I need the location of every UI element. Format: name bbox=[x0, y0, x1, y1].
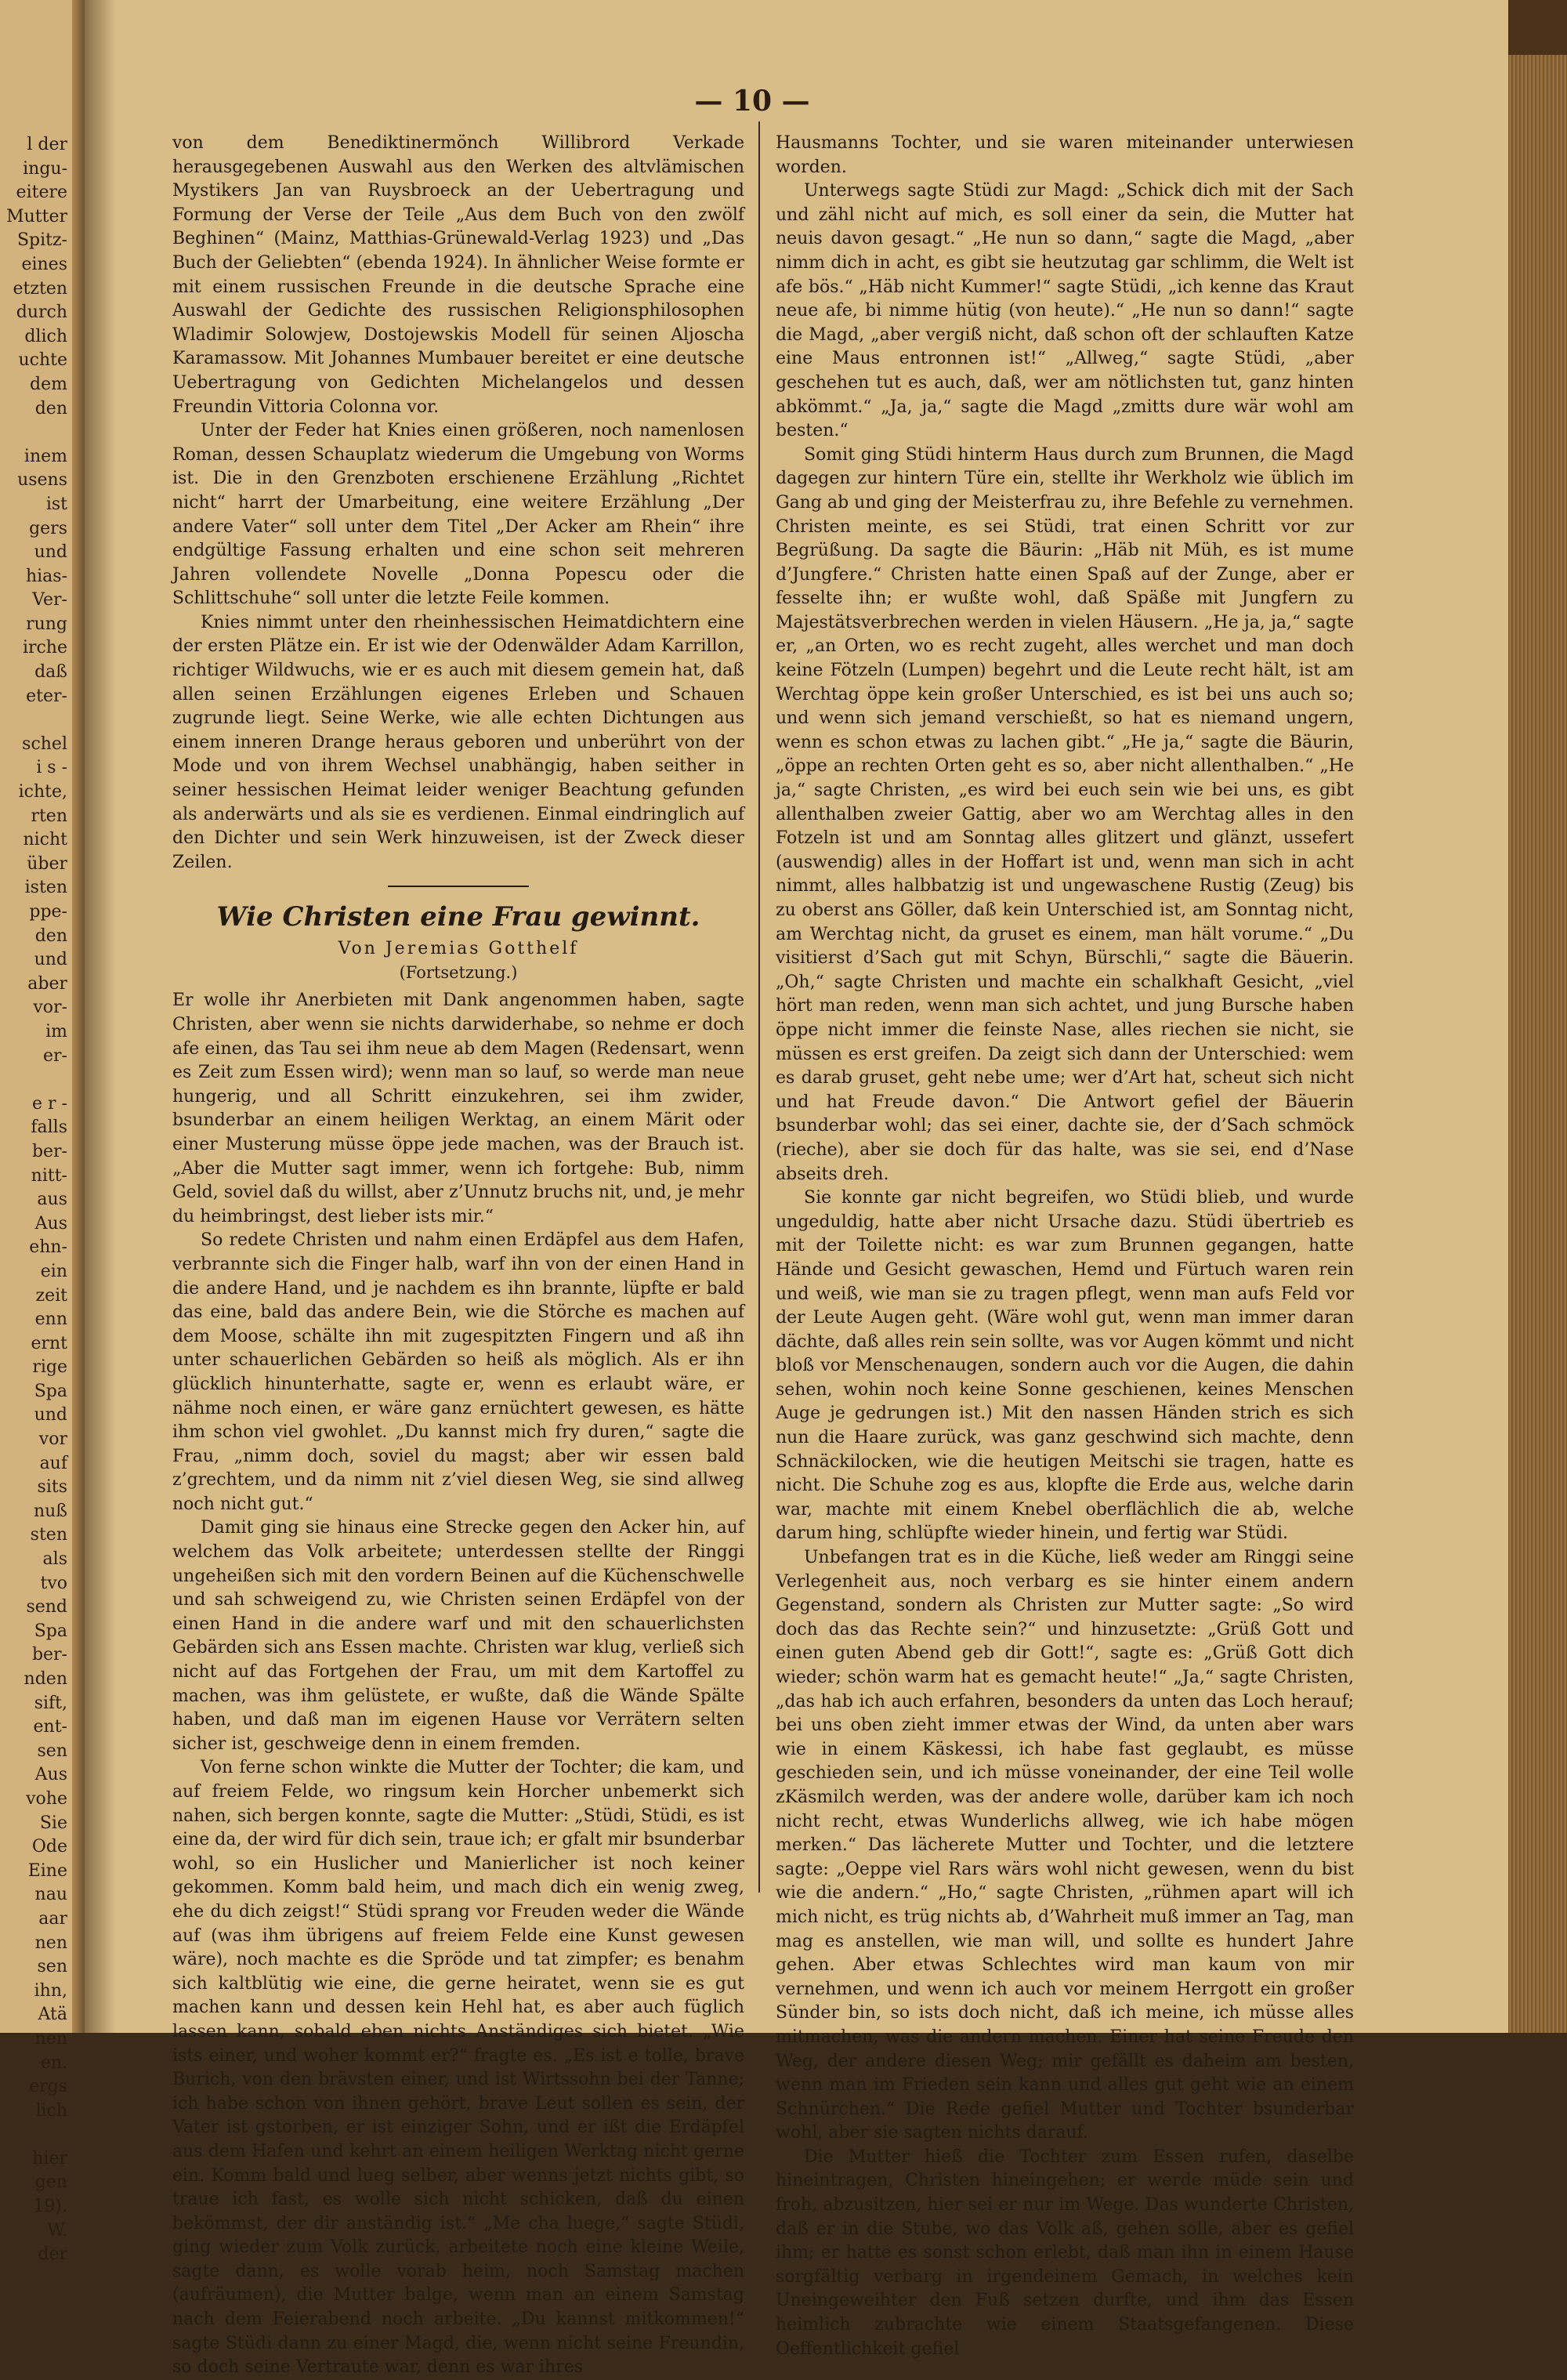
page-number: — 10 — bbox=[694, 85, 810, 118]
story-paragraph: So redete Christen und nahm einen Erdäpfel aus dem Hafen, verbrannte sich die Finger halb, warf ihn von der einen Hand in die andere Hand, und je nachdem es ihn brannte, lüpfte er bald das eine, bald das andere Bein, wie die Störche es machen auf dem Moose, schälte ihn mit zugespitzten Fingern und aß ihn unter schauerlichen Gebärden so heiß als möglich. Als er ihn glücklich hinunterhatte, sagte er, wenn es erlaubt wäre, er nähme noch einen, er wäre ganz ernüchtert gewesen, es hätte ihm schon viel gwohlet. „Du kannst mich fry duren,“ sagte die Frau, „nimm doch, soviel du magst; aber wir essen bald z’grechtem, und da nimm nit z’viel diesen Weg, sie sind allweg noch nicht gut.“ bbox=[172, 1230, 744, 1514]
previous-page-fragments: l der ingu- eitere Mutter Spitz- eines etzten durch dlich uchte dem den inem usens ist gers und hias- Ver- rung irche daß eter- schel i s - ichte, rten nicht über isten ppe- den und aber vor- im er- e r - falls ber- nitt- aus Aus ehn- ein zeit enn ernt rige Spa und vor auf sits nuß sten als tvo send Spa ber- nden sift, ent- sen Aus vohe Sie Ode Eine nau aar nen sen ihn, Atä nen en. ergs lich hier gen 19). W. der bbox=[6, 135, 67, 2265]
story-paragraph: Die Mutter hieß die Tochter zum Essen rufen, daselbe hineintragen, Christen hineingehen; er werde müde sein und froh, abzusitzen, hier sei er nur im Wege. Das wunderte Christen, daß er in die Stube, wo das Volk aß, gehen solle, aber es gefiel ihm; er hatte es sonst schon erlebt, daß man ihn in einem Hause sorgfältig verbarg in irgendeinem Gemach, in welches kein Uneingeweihter den Fuß setzen durfte, und ihm das Essen heimlich zubrachte wie einem Staatsgefangenen. Diese Oeffentlichkeit gefiel bbox=[776, 2146, 1354, 2359]
story-author: Von Jeremias Gotthelf bbox=[338, 939, 579, 959]
story-title: Wie Christen eine Frau gewinnt. bbox=[216, 901, 700, 933]
stacked-page-edges bbox=[1508, 0, 1567, 2033]
story-paragraph: Sie konnte gar nicht begreifen, wo Stüdi blieb, und wurde ungeduldig, hatte aber nicht Ursache dazu. Stüdi übertrieb es mit der Toilette nicht: es war zum Brunnen gegangen, hatte Hände und Gesicht gewaschen, Hemd und Fürtuch waren rein und weiß, wie man sie zu tragen pflegt, wenn man aufs Feld vor der Leute Augen geht. (Wäre wohl gut, wenn man immer daran dächte, daß alles rein sein sollte, was vor Augen kömmt und nicht bloß vor Menschenaugen, sondern auch vor die Augen, die dahin sehen, wohin noch keine Sonne geschienen, keines Menschen Auge je gedrungen ist.) Mit den nassen Händen strich es sich nun die Haare zurück, was ganz geschwind sich machte, denn Schnäckilocken, wie die heutigen Meitschi sie tragen, hatte es nicht. Die Schuhe zog es aus, klopfte die Erde aus, welche darin war, machte mit einem Knebel oberflächlich die ab, welche darum hing, schlüpfte wieder hinein, und fertig war Stüdi. bbox=[776, 1188, 1354, 1544]
right-column bbox=[776, 132, 1354, 2361]
story-paragraph: Somit ging Stüdi hinterm Haus durch zum Brunnen, die Magd dagegen zur hintern Türe ein, stellte ihr Werkholz wie üblich im Gang ab und ging der Meisterfrau zu, ihre Befehle zu vernehmen. Christen meinte, es sei Stüdi, trat einen Schritt vor zur Begrüßung. Da sagte die Bäurin: „Häb nit Müh, es ist mume d’Jungfere.“ Christen hatte einen Spaß auf der Zunge, aber er fesselte ihn; er wußte wohl, daß Späße mit Jungfern zu Majestätsverbrechen werden in vielen Häusern. „He ja, ja,“ sagte er, „an Orten, wo es recht zugeht, alles werchet und man doch keine Fötzeln (Lumpen) begehrt und die Leute recht hält, ist am Werchtag öppe kein großer Unterschied, es ist bei uns auch so; und wenn sich jemand verschießt, so hat es niemand ungern, wenn es schon etwas zu lachen gibt.“ „He ja,“ sagte die Bäurin, „öppe an rechten Orten geht es so, aber nicht allenthalben.“ „He ja,“ sagte Christen, „es wird bei euch sein wie bei uns, es gibt allenthalben zweier Gattig, aber wo am Werchtag alles in den Fotzeln ist und am Sonntag alles glitzert und glänzt, ussefert (auswendig) alles in der Hoffart ist und, wenn man sich in acht nimmt, alles halbbatzig ist und ungewaschene Rustig (Zeug) bis zu oberst ans Göller, daß kein Unterschied ist, am Sonntag nicht, am Werchtag nicht, da gruset es einem, man hält vorume.“ „Du visitierst d’Sach gut mit Schyn, Bürschli,“ sagte die Bäuerin. „Oh,“ sagte Christen und machte ein schalkhaft Gesicht, „viel hört man reden, wenn man sich achtet, und jung Bursche haben öppe nicht immer die feinste Nase, alles riechen sie nicht, sie müssen es erst greifen. Da zeigt sich dann der Unterschied: wem es darab gruset, geht nebe ume; wer d’Art hat, scheut sich nicht und hat Freude davon.“ Die Antwort gefiel der Bäuerin bsunderbar wohl; das sei einer, dachte sie, der d’Sach schmöck (rieche), aber sie doch für das halte, was sie sei, end d’Nase abseits dreh. bbox=[776, 444, 1354, 1184]
story-paragraph: Damit ging sie hinaus eine Strecke gegen den Acker hin, auf welchem das Volk arbeitete; unterdessen stellte der Ringgi ungeheißen sich mit den vordern Beinen auf die Küchenschwelle und sah schweigend zu, wie Christen seinen Erdäpfel von der einen Hand in die andere warf und mit den schauerlichsten Gebärden sich ans Essen machte. Christen war klug, verließ sich nicht auf das Fortgehen der Frau, um mit dem Kartoffel zu machen, was ihm gelüstete, er wußte, daß die Wände Spälte haben, und daß man im eigenen Hause vor Verrätern selten sicher ist, geschweige denn in einem fremden. bbox=[172, 1518, 744, 1754]
left-column bbox=[172, 132, 744, 2380]
story-paragraph: Von ferne schon winkte die Mutter der Tochter; die kam, und auf freiem Felde, wo ringsum kein Horcher unbemerkt sich nahen, sich bergen konnte, sagte die Mutter: „Stüdi, Stüdi, es ist eine da, der wird für dich sein, traue ich; er gfalt mir bsunderbar wohl, so ein Huslicher und Manierlicher ist noch keiner gekommen. Komm bald heim, und mach dich ein wenig zweg, ehe du dich zeigst!“ Stüdi sprang vor Freuden weder die Wände auf (was ihm übrigens auf freiem Felde eine Kunst gewesen wäre), noch machte es die Spröde und tat zimpfer; es benahm sich kaltblütig wie eine, die gerne heiratet, wenn sie es gut machen kann und dessen kein Hehl hat, es aber auch füglich lassen kann, sobald eben nichts Anständiges sich bietet. „Wie ists einer, und woher kommt er?“ fragte es. „Es ist e tolle, brave Burich, von den brävsten einer, und ist Wirtssohn bei der Tanne; ich habe schon von ihnen gehört, brave Leut sollen es sein, der Vater ist gstorben, er ist einziger Sohn, und er ißt die Erdäpfel aus dem Hafen und kehrt an einem heiligen Werktag nicht gerne ein. Komm bald und lueg selber, aber wenns jetzt nichts gibt, so traue ich fast, es wolle sich nicht schicken, daß du einen bekömmst, der dir anständig ist.“ „Me cha luege,“ sagte Stüdi, ging wieder zum Volk zurück, arbeitete noch eine kleine Weile, sagte dann, es wolle vorab heim, noch Samstag machen (aufräumen), die Mutter balge, wenn man an einem Samstag nach dem Feierabend noch arbeite. „Du kannst mitkommen!“ sagte Stüdi dann zu einer Magd, die, wenn nicht seine Freundin, so doch seine Vertraute war, denn es war ihres bbox=[172, 1758, 744, 2378]
article-paragraph: Unter der Feder hat Knies einen größeren, noch namenlosen Roman, dessen Schauplatz wiederum die Umgebung von Worms ist. Die in den Grenzboten erschienene Erzählung „Richtet nicht“ harrt der Umarbeitung, eine weitere Erzählung „Der andere Vater“ soll unter dem Titel „Der Acker am Rhein“ ihre endgültige Fassung erhalten und eine schon seit mehreren Jahren vollendete Novelle „Donna Popescu oder die Schlittschuhe“ soll unter die letzte Feile kommen. bbox=[172, 421, 744, 609]
cover-band bbox=[1508, 0, 1567, 55]
column-divider bbox=[758, 121, 760, 1893]
section-divider bbox=[388, 886, 529, 887]
article-paragraph: von dem Benediktinermönch Willibrord Verkade herausgegebenen Auswahl aus den Werken des altvlämischen Mystikers Jan van Ruysbroeck an der Uebertragung und Formung der Verse der Teile „Aus dem Buch von den zwölf Beghinen“ (Mainz, Matthias-Grünewald-Verlag 1923) und „Das Buch der Geliebten“ (ebenda 1924). In ähnlicher Weise formte er mit einem russischen Freunde in die deutsche Sprache eine Auswahl der Gedichte des russischen Religionsphilosophen Wladimir Solowjew, Dostojewskis Modell für seinen Aljoscha Karamassow. Mit Johannes Mumbauer bereitet er eine deutsche Uebertragung von Gedichten Michelangelos und dessen Freundin Vittoria Colonna vor. bbox=[172, 133, 744, 417]
gutter-shadow bbox=[72, 0, 85, 2033]
article-paragraph: Knies nimmt unter den rheinhessischen Heimatdichtern eine der ersten Plätze ein. Er ist wie der Odenwälder Adam Karrillon, richtiger Wildwuchs, wie er es auch mit diesem gemein hat, daß allen seinen Erzählungen eigenes Erleben und Schauen zugrunde liegt. Seine Werke, wie alle echten Dichtungen aus einem inneren Drange heraus geboren und unberührt von der Mode und von ihrem Wechsel unabhängig, haben seither in seiner hessischen Heimat leider weniger Beachtung gefunden als anderwärts und als sie es verdienen. Einmal eindringlich auf den Dichter und sein Werk hinzuweisen, ist der Zweck dieser Zeilen. bbox=[172, 612, 744, 872]
story-paragraph: Unterwegs sagte Stüdi zur Magd: „Schick dich mit der Sach und zähl nicht auf mich, es soll einer da sein, die Mutter hat neuis davon gesagt.“ „He nun so dann,“ sagte die Magd, „aber nimm dich in acht, es gibt sie heutzutag gar schlimm, die Welt ist afe bös.“ „Häb nicht Kummer!“ sagte Stüdi, „ich kenne das Kraut neue afe, bi nimme hütig (von heute).“ „He nun so dann!“ sagte die Magd, „aber vergiß nicht, daß schon oft der schlauften Katze eine Maus entronnen ist!“ „Allweg,“ sagte Stüdi, „aber geschehen tut es auch, daß, wer am nötlichsten tut, ganz hinten abkömmt.“ „Ja, ja,“ sagte die Magd „zmitts dure wär wohl am besten.“ bbox=[776, 181, 1354, 441]
story-paragraph: Unbefangen trat es in die Küche, ließ weder am Ringgi seine Verlegenheit aus, noch verbarg es sie hinter einem andern Gegenstand, sondern als Christen zur Mutter sagte: „So wird doch das das Rechte sein?“ und hinzusetzte: „Grüß Gott und einen guten Abend geb dir Gott!“, sagte es: „Grüß Gott dich wieder; schön warm hat es gemacht heute!“ „Ja,“ sagte Christen, „das hab ich auch erfahren, besonders da unten das Loch herauf; bei uns oben zieht immer etwas der Wind, da unten aber wars wie in einem Käskessi, ich habe fast geglaubt, es müsse geschieden sein, und ich müsse voneinander, der eine Teil wolle zKäsmilch werden, was der andere wolle, darüber kam ich noch nicht recht, etwas Wunderlichs allweg, wie ich habe mögen merken.“ Das lächerete Mutter und Tochter, und die letztere sagte: „Oeppe viel Rars wärs wohl nicht gewesen, wenn du bist wie die andern.“ „Ho,“ sagte Christen, „rühmen apart will ich mich nicht, es trüg nichts ab, d’Wahrheit muß immer an Tag, man mag es anstellen, wie man will, und sollte es hundert Jahre gehen. Aber etwas Schlechtes wird man kaum von mir vernehmen, und wenn ich auch vor meinem Herrgott ein großer Sünder bin, so ists doch nicht, daß ich meine, ich müsse alles mitmachen, was die andern machen. Einer hat seine Freude den Weg, der andere diesen Weg; mir gefällt es daheim am besten, wenn man im Frieden sein kann und alles gut geht wie an einem Schnürchen.“ Die Rede gefiel Mutter und Tochter bsunderbar wohl, aber sie sagten nichts darauf. bbox=[776, 1548, 1354, 2143]
story-paragraph: Er wolle ihr Anerbieten mit Dank angenommen haben, sagte Christen, aber wenn sie nichts darwiderhabe, so nehme er doch afe einen, das Tau sei ihm neue ab dem Magen (Redensart, wenn es Zeit zum Essen wird); wenn man so lauf, so werde man neue hungerig, und all Schritt einzukehren, sei ihm zwider, bsunderbar an einem heiligen Werktag, an einem Märit oder einer Musterung müsse öppe jede machen, was der Brauch ist. „Aber die Mutter sagt immer, wenn ich fortgehe: Bub, nimm Geld, soviel daß du willst, aber z’Unnutz bruchs nit, und, je mehr du heimbringst, dest lieber ists mir.“ bbox=[172, 991, 744, 1226]
story-paragraph: Hausmanns Tochter, und sie waren miteinander unterwiesen worden. bbox=[776, 133, 1354, 177]
previous-page-edge bbox=[0, 0, 85, 2265]
page-binding-shade bbox=[85, 0, 116, 2033]
continuation-note: (Fortsetzung.) bbox=[399, 963, 518, 983]
